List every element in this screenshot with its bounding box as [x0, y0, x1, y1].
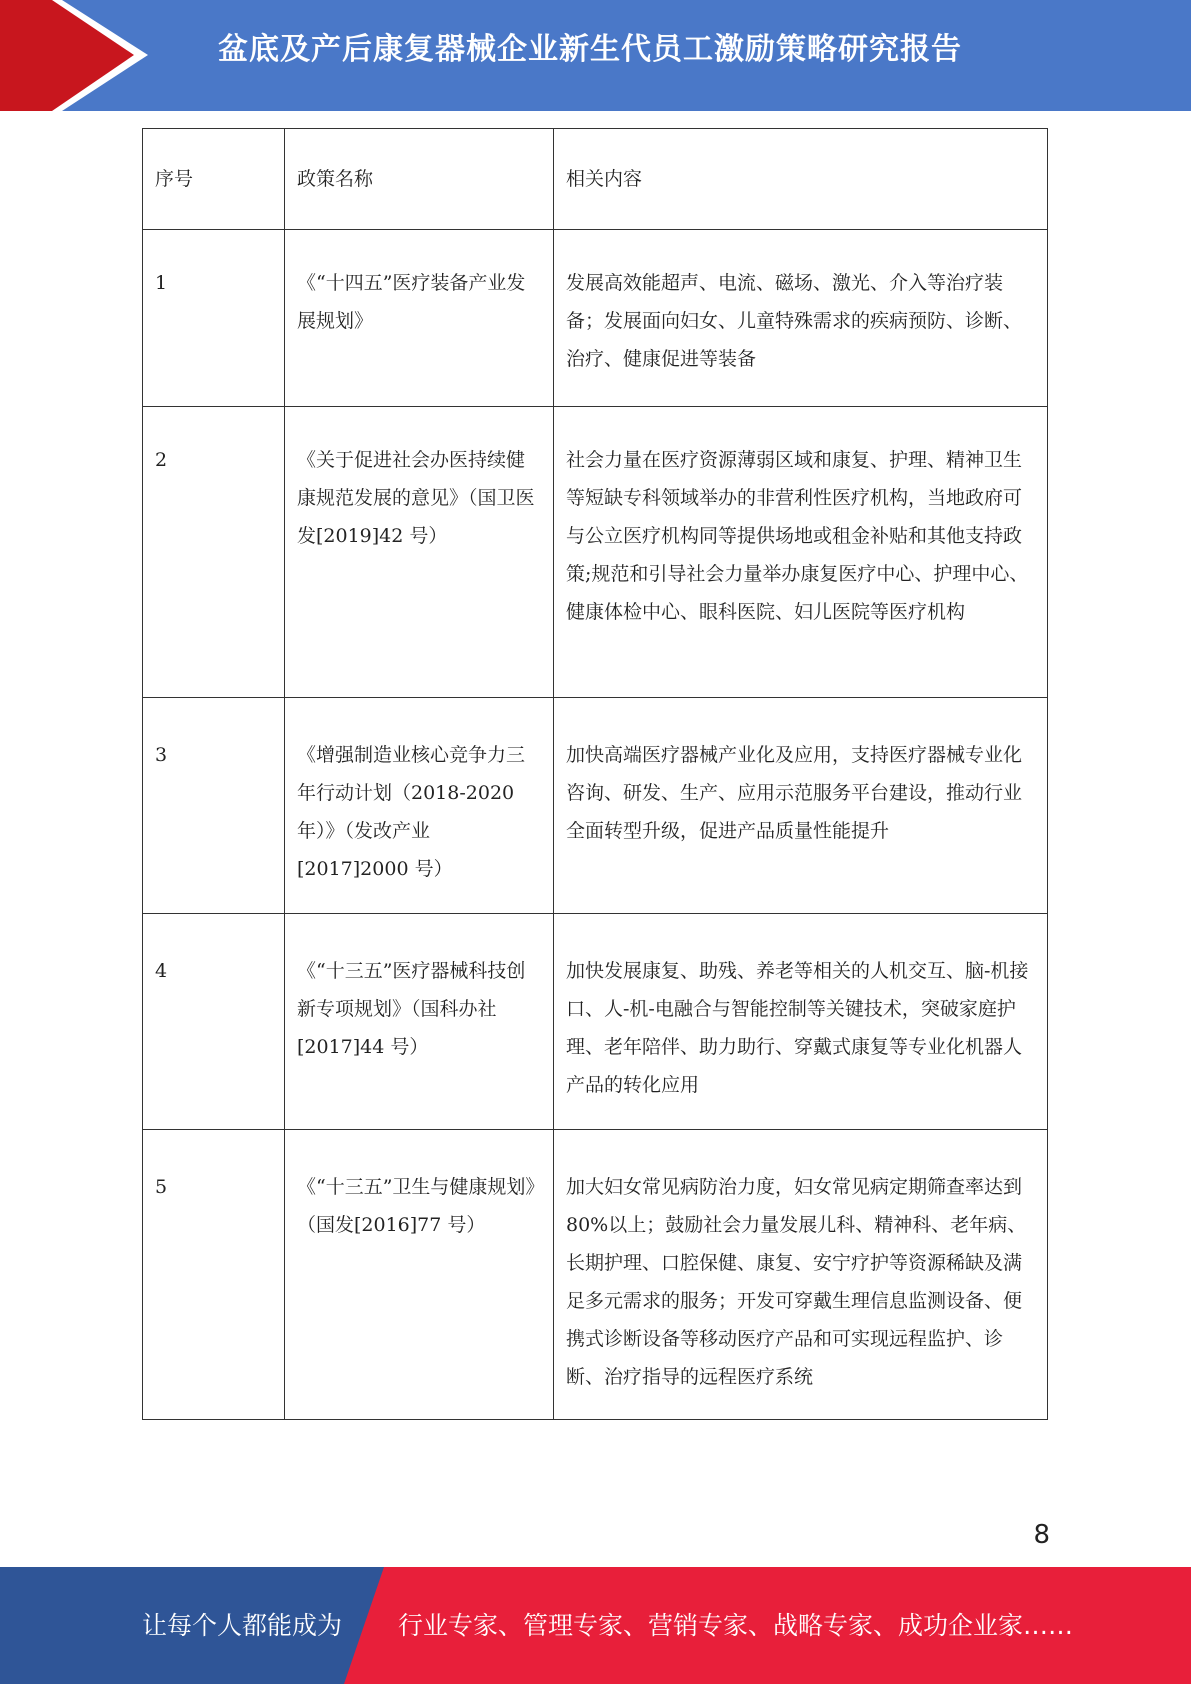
policy-table [142, 128, 1048, 1420]
header-chevron-decoration [0, 0, 150, 111]
policy-name-cell: 《“十三五”卫生与健康规划》（国发[2016]77 号） [285, 1130, 554, 1420]
table-row [143, 1130, 1048, 1420]
row-number-cell: 4 [143, 914, 285, 1130]
policy-content-cell: 发展高效能超声、电流、磁场、激光、介入等治疗装备；发展面向妇女、儿童特殊需求的疾病预防、诊断、治疗、健康促进等装备 [554, 230, 1048, 407]
page-header [0, 0, 1191, 111]
policy-name-cell: 《关于促进社会办医持续健康规范发展的意见》（国卫医发[2019]42 号） [285, 407, 554, 698]
header-cell-policy-name: 政策名称 [285, 129, 554, 230]
table-row [143, 914, 1048, 1130]
table-row [143, 407, 1048, 698]
policy-content-cell: 加大妇女常见病防治力度，妇女常见病定期筛查率达到 80%以上；鼓励社会力量发展儿科、精神科、老年病、长期护理、口腔保健、康复、安宁疗护等资源稀缺及满足多元需求的服务；开发可穿戴生理信息监测设备、便携式诊断设备等移动医疗产品和可实现远程监护、诊断、治疗指导的远程医疗系统 [554, 1130, 1048, 1420]
policy-content-cell: 加快高端医疗器械产业化及应用，支持医疗器械专业化咨询、研发、生产、应用示范服务平台建设，推动行业全面转型升级，促进产品质量性能提升 [554, 698, 1048, 914]
page-number: 8 [1033, 1520, 1050, 1550]
table-header-row [143, 129, 1048, 230]
page-footer [0, 1567, 1191, 1684]
policy-name-cell: 《“十四五”医疗装备产业发展规划》 [285, 230, 554, 407]
header-cell-content: 相关内容 [554, 129, 1048, 230]
policy-name-cell: 《增强制造业核心竞争力三年行动计划（2018-2020 年）》（发改产业[2017]2000 号） [285, 698, 554, 914]
policy-content-cell: 加快发展康复、助残、养老等相关的人机交互、脑-机接口、人-机-电融合与智能控制等关键技术，突破家庭护理、老年陪伴、助力助行、穿戴式康复等专业化机器人产品的转化应用 [554, 914, 1048, 1130]
table-row [143, 698, 1048, 914]
row-number-cell: 5 [143, 1130, 285, 1420]
policy-name-cell: 《“十三五”医疗器械科技创新专项规划》（国科办社[2017]44 号） [285, 914, 554, 1130]
row-number-cell: 1 [143, 230, 285, 407]
footer-slogan-left: 让每个人都能成为 [142, 1611, 343, 1640]
table-row [143, 230, 1048, 407]
row-number-cell: 3 [143, 698, 285, 914]
footer-slogan-right: 行业专家、管理专家、营销专家、战略专家、成功企业家…… [398, 1611, 1074, 1640]
row-number-cell: 2 [143, 407, 285, 698]
header-cell-number: 序号 [143, 129, 285, 230]
report-title: 盆底及产后康复器械企业新生代员工激励策略研究报告 [218, 32, 962, 67]
policy-content-cell: 社会力量在医疗资源薄弱区域和康复、护理、精神卫生等短缺专科领域举办的非营利性医疗机构，当地政府可与公立医疗机构同等提供场地或租金补贴和其他支持政策;规范和引导社会力量举办康复医疗中心、护理中心、健康体检中心、眼科医院、妇儿医院等医疗机构 [554, 407, 1048, 698]
